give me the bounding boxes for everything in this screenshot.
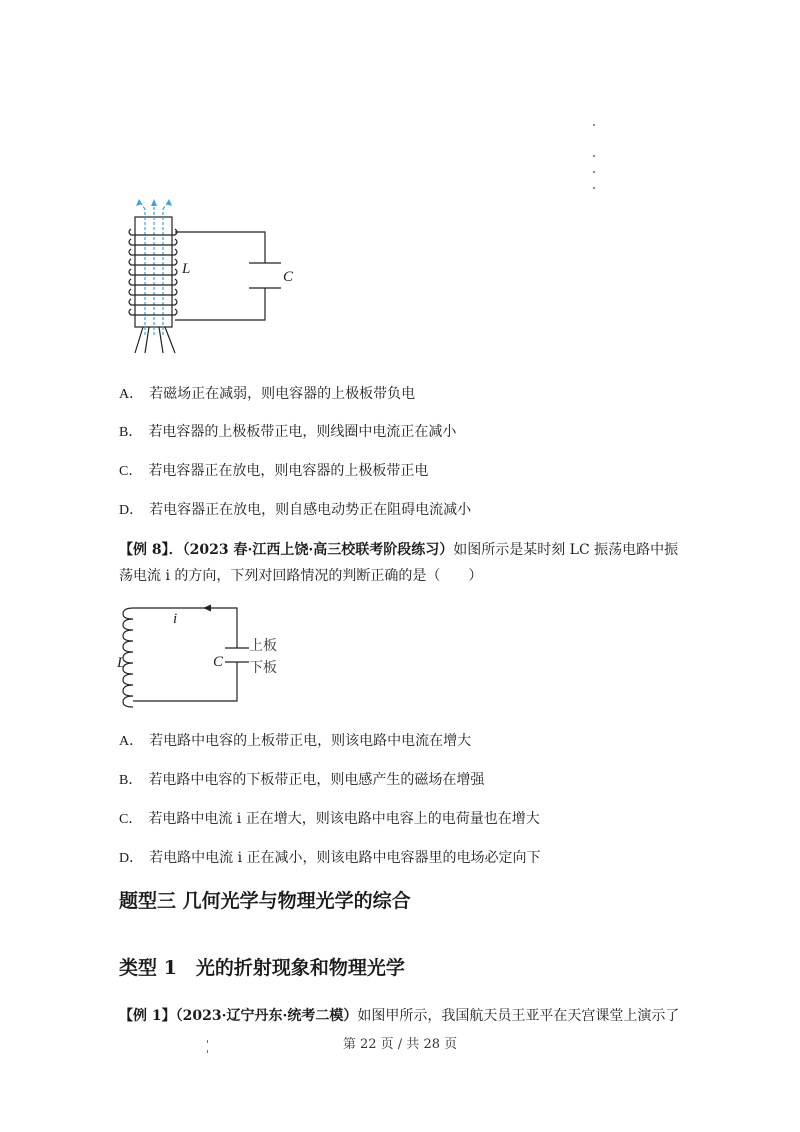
stray-dot: [593, 155, 595, 157]
option-text: 若电路中电流 i 正在增大，则该电路中电容上的电荷量也在增大: [148, 811, 540, 827]
current-arrow: [203, 605, 211, 612]
current-label: i: [173, 611, 178, 627]
example1-line-1: [119, 1006, 679, 1026]
option-letter: B．: [119, 773, 143, 788]
example-text: 荡电流 i 的方向，下列对回路情况的判断正确的是（ ）: [119, 568, 483, 584]
stand-legs: [135, 327, 175, 353]
option-letter: C．: [119, 812, 143, 827]
option-text: 若电容器的上极板带正电，则线圈中电流正在减小: [148, 424, 457, 440]
option-text: 若电容器正在放电，则电容器的上极板带正电: [148, 463, 429, 479]
question8-option-c: [119, 809, 540, 830]
question8-option-b: [119, 770, 484, 791]
option-letter: A．: [119, 734, 144, 749]
option-text: 若磁场正在减弱，则电容器的上极板带负电: [149, 386, 416, 402]
inductor-label: L: [182, 261, 191, 277]
stray-dot: [593, 171, 595, 173]
example8-line-1: [119, 540, 678, 560]
capacitor-label: C: [283, 269, 294, 285]
option-letter: D．: [119, 851, 144, 866]
section-heading: 题型三 几何光学与物理光学的综合: [119, 890, 411, 912]
stray-mark: [207, 1050, 208, 1053]
question8-option-a: [119, 731, 471, 752]
circuit-wires: [133, 608, 249, 701]
stray-mark: [207, 1040, 208, 1043]
option-letter: D．: [119, 503, 144, 518]
question7-option-a: [119, 384, 415, 405]
lc-circuit-figure-1: [125, 195, 310, 355]
example-tag: 【例 1】: [119, 1008, 176, 1024]
capacitor-label: C: [213, 654, 224, 670]
option-text: 若电路中电流 i 正在减小，则该电路中电容器里的电场必定向下: [149, 850, 541, 866]
subsection-heading: 类型 1 光的折射现象和物理光学: [119, 957, 405, 979]
option-text: 若电路中电容的上板带正电，则该电路中电流在增大: [149, 733, 472, 749]
option-text: 若电容器正在放电，则自感电动势正在阻碍电流减小: [149, 502, 472, 518]
lower-plate-label: 下板: [249, 660, 277, 676]
upper-plate-label: 上板: [249, 638, 277, 654]
example8-line-2: [119, 566, 482, 586]
example-text: 如图所示是某时刻 LC 振荡电路中振: [453, 542, 679, 558]
option-text: 若电路中电容的下板带正电，则电感产生的磁场在增强: [148, 772, 485, 788]
stray-dot: [593, 187, 595, 189]
lc-circuit-figure-2: [115, 600, 295, 710]
example-source: （2023·辽宁丹东·统考二模）: [175, 1008, 358, 1024]
option-letter: A．: [119, 387, 144, 402]
example-source: （2023 春·江西上饶·高三校联考阶段练习）: [182, 542, 454, 558]
question7-option-b: [119, 422, 456, 443]
stray-dot: [593, 124, 595, 126]
page-footer: 第 22 页 / 共 28 页: [342, 1037, 458, 1052]
question7-option-d: [119, 500, 471, 521]
question8-option-d: [119, 848, 541, 869]
example-text: 如图甲所示，我国航天员王亚平在天宫课堂上演示了: [357, 1008, 680, 1024]
question7-option-c: [119, 461, 428, 482]
inductor-label: L: [117, 655, 126, 671]
option-letter: C．: [119, 464, 143, 479]
example-tag: 【例 8】．: [119, 542, 183, 558]
option-letter: B．: [119, 425, 143, 440]
circuit-wires: [175, 232, 281, 320]
